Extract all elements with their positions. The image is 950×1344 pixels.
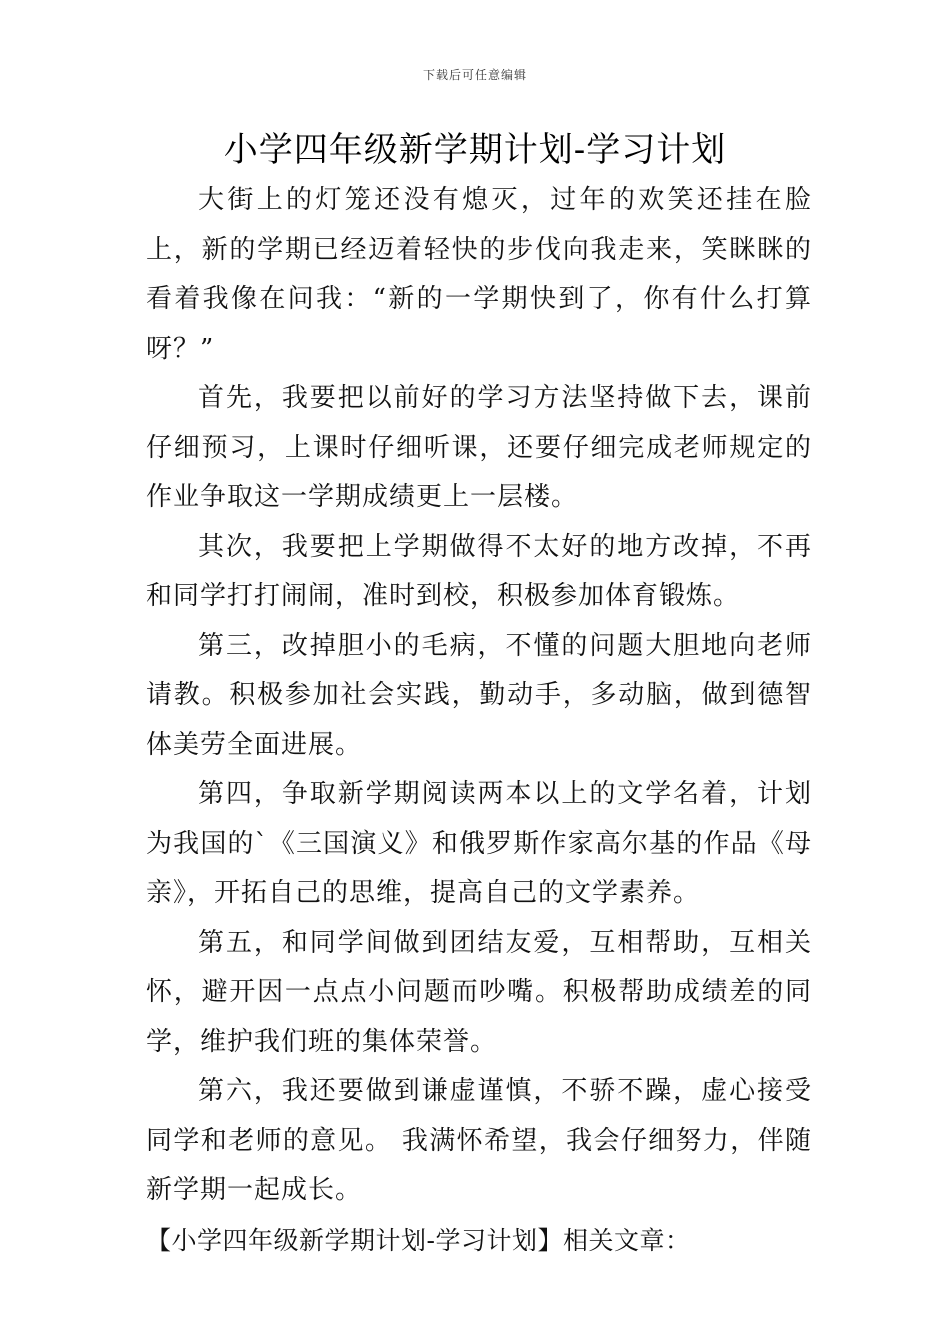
document-body: [146, 176, 812, 1265]
paragraph-intro: 大街上的灯笼还没有熄灭，过年的欢笑还挂在脸上，新的学期已经迈着轻快的步伐向我走来，笑眯眯的看着我像在问我：“新的一学期快到了，你有什么打算呀？”: [146, 185, 812, 364]
paragraph-sixth: 第六，我还要做到谦虚谨慎，不骄不躁，虚心接受同学和老师的意见。 我满怀希望，我会仔细努力，伴随新学期一起成长。: [146, 1076, 812, 1205]
related-articles-heading: 【小学四年级新学期计划-学习计划】相关文章：: [146, 1225, 691, 1255]
paragraph-fourth: 第四，争取新学期阅读两本以上的文学名着，计划为我国的`《三国演义》和俄罗斯作家高尔基的作品《母亲》，开拓自己的思维，提高自己的文学素养。: [146, 779, 812, 908]
paragraph-fifth: 第五，和同学间做到团结友爱，互相帮助，互相关怀，避开因一点点小问题而吵嘴。积极帮助成绩差的同学，维护我们班的集体荣誉。: [146, 927, 812, 1057]
paragraph-first: 首先，我要把以前好的学习方法坚持做下去，课前仔细预习，上课时仔细听课，还要仔细完成老师规定的作业争取这一学期成绩更上一层楼。: [146, 383, 812, 512]
header-note: 下载后可任意编辑: [422, 68, 527, 82]
paragraph-second: 其次，我要把上学期做得不太好的地方改掉，不再和同学打打闹闹，准时到校，积极参加体育锻炼。: [146, 531, 812, 611]
paragraph-third: 第三，改掉胆小的毛病，不懂的问题大胆地向老师请教。积极参加社会实践，勤动手，多动脑，做到德智体美劳全面进展。: [146, 630, 812, 760]
document-title: 小学四年级新学期计划-学习计划: [223, 130, 727, 170]
